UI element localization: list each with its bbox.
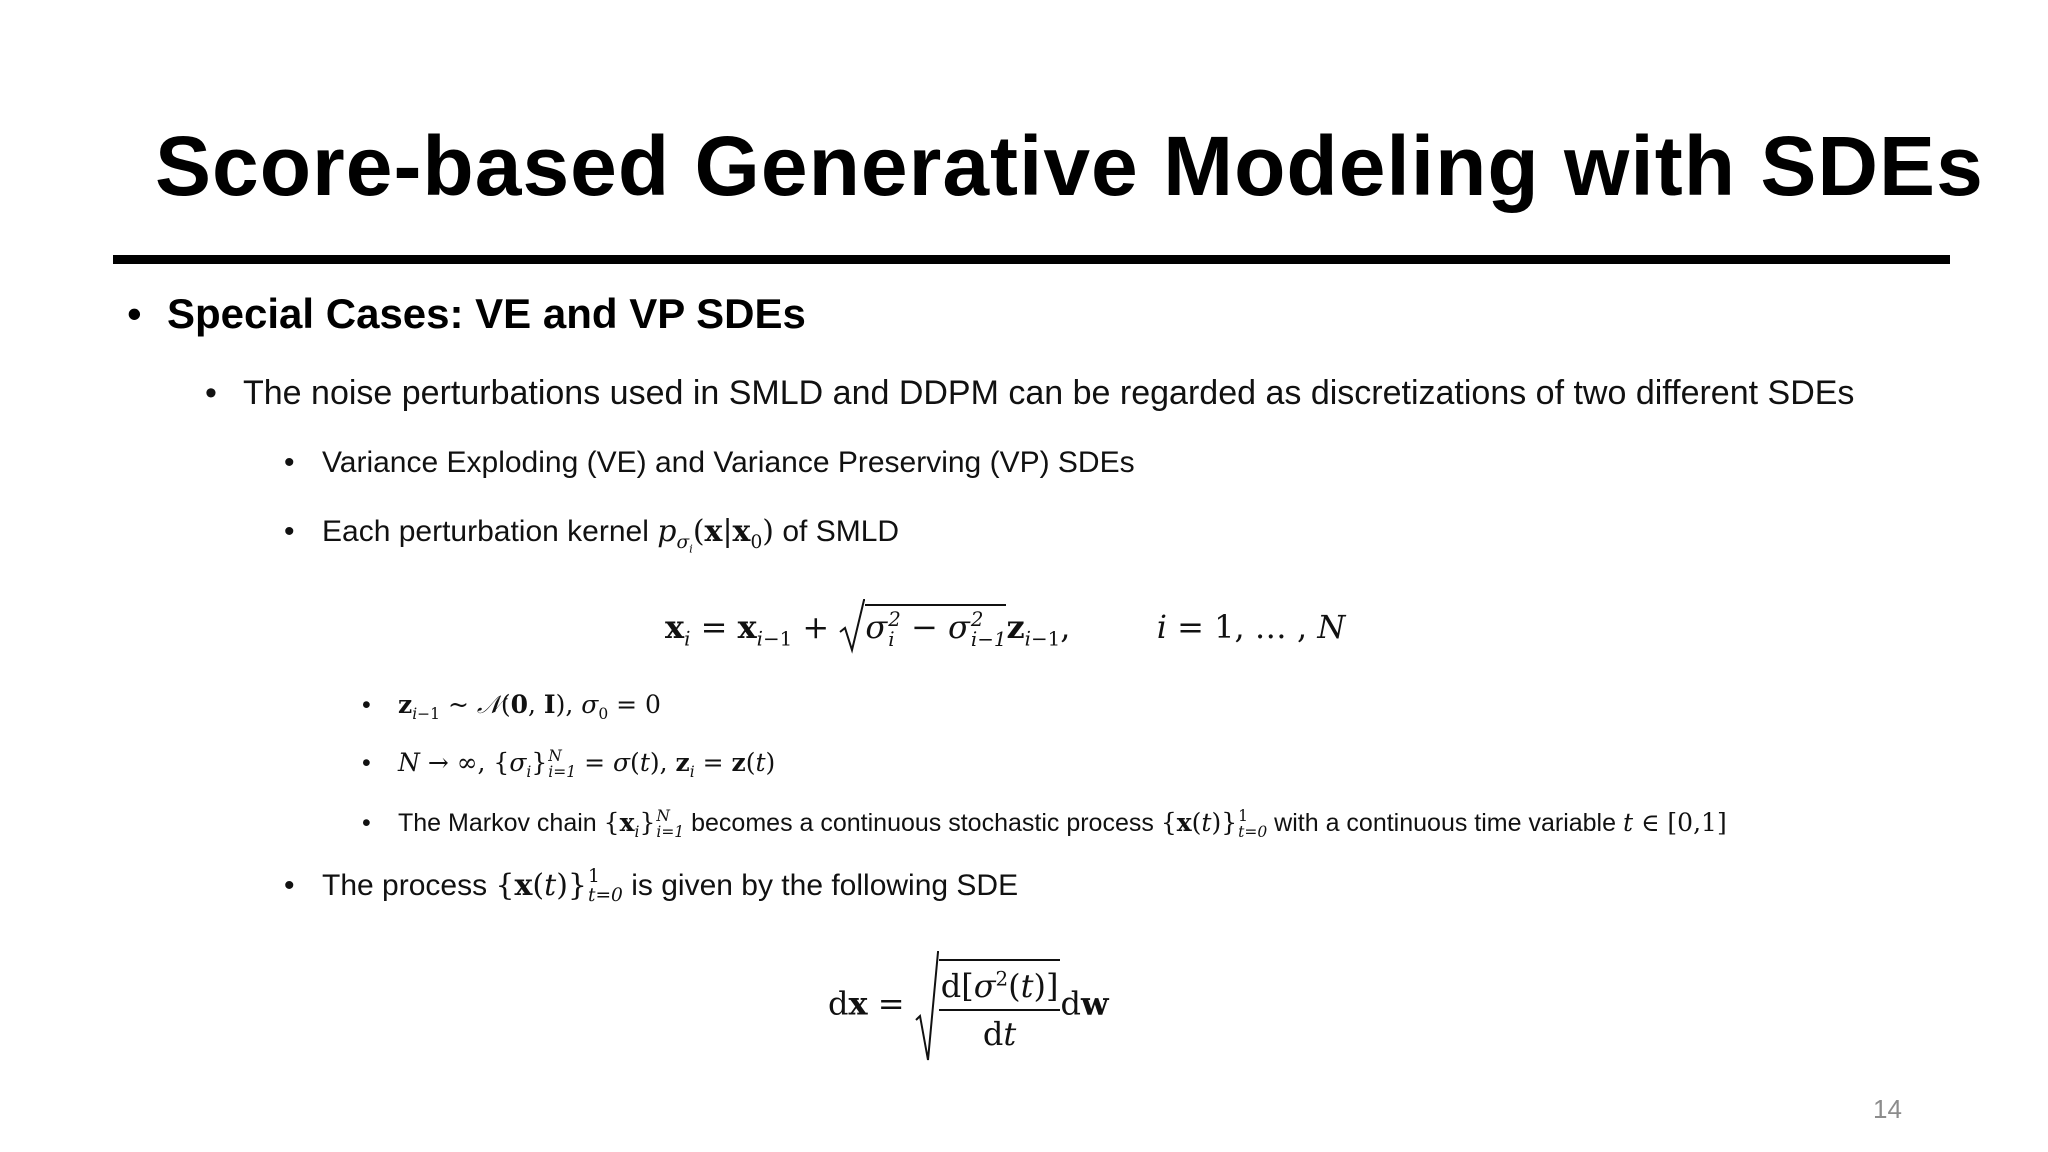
- sub-point-suffix: is given by the following SDE: [631, 869, 1019, 902]
- bullet-icon: •: [362, 749, 371, 777]
- detail-markov-chain: [362, 808, 1727, 840]
- page-number: 14: [1873, 1094, 1902, 1124]
- kernel-formula: $p_{\sigma_i}(x|x_0)$: [657, 514, 774, 556]
- ve-sde-equation: dx = $\frac{d[\sigma^2(t)]}{dt}$ dw: [828, 950, 1109, 1062]
- detail-text-middle: becomes a continuous stochastic process: [691, 809, 1154, 837]
- heading-text: Special Cases: VE and VP SDEs: [167, 290, 806, 337]
- process-formula: {x(t)} 1 t=0: [495, 866, 623, 906]
- detail-continuous-limit: [362, 748, 775, 780]
- bullet-icon: •: [284, 869, 295, 902]
- bullet-icon: •: [127, 290, 142, 337]
- fraction: $\frac{d[\sigma^2(t)]}{dt}$: [940, 967, 1059, 1053]
- heading-special-cases: [127, 290, 806, 338]
- slide-title: Score-based Generative Modeling with SDEs: [155, 119, 1984, 213]
- sub-point-perturbation-kernel: [284, 514, 900, 556]
- detail-formula: $z_{i-1}$ ~ 𝒩(0, I), $\sigma_0 = 0$: [398, 690, 661, 723]
- detail-noise-distribution: [362, 690, 661, 723]
- bullet-icon: •: [205, 374, 217, 412]
- sqrt-symbol: σ 2 i − σ 2 i−1: [839, 596, 1006, 654]
- bullet-icon: •: [362, 691, 371, 719]
- point-text: The noise perturbations used in SMLD and DDPM can be regarded as discretizations of two different SDEs: [243, 374, 1855, 412]
- point-noise-perturbations: [205, 374, 1854, 413]
- sub-point-suffix: of SMLD: [782, 515, 900, 548]
- detail-text-suffix: with a continuous time variable: [1274, 809, 1617, 837]
- smld-recurrence-equation: $x_i = x_{i-1} + \sigma$ 2 i − σ 2 i−1 $z_{i-1}$, i = 1, … , N: [665, 596, 1345, 654]
- process-formula: {x(t)} 1 t=0: [1160, 807, 1268, 841]
- sub-point-ve-vp: [284, 446, 1135, 480]
- sub-point-text: Variance Exploding (VE) and Variance Preserving (VP) SDEs: [322, 446, 1135, 479]
- sub-point-text: The process: [322, 869, 488, 902]
- markov-chain-formula: $\{x_i\}$ N i=1: [603, 807, 685, 841]
- title-divider: [113, 255, 1950, 264]
- bullet-icon: •: [284, 446, 295, 479]
- time-range-formula: t ∈ [0,1]: [1622, 808, 1727, 837]
- bullet-icon: •: [362, 809, 371, 837]
- detail-formula: N → ∞, $\{\sigma_i\}$ N i=1 = σ(t), $z_i = z(t)$: [398, 747, 776, 781]
- radical-sign: [915, 950, 939, 1062]
- sub-point-text: Each perturbation kernel: [322, 515, 649, 548]
- radical-sign: [839, 596, 865, 654]
- sub-point-process-sde: [284, 868, 1018, 906]
- bullet-icon: •: [284, 515, 295, 548]
- detail-text-prefix: The Markov chain: [398, 809, 597, 837]
